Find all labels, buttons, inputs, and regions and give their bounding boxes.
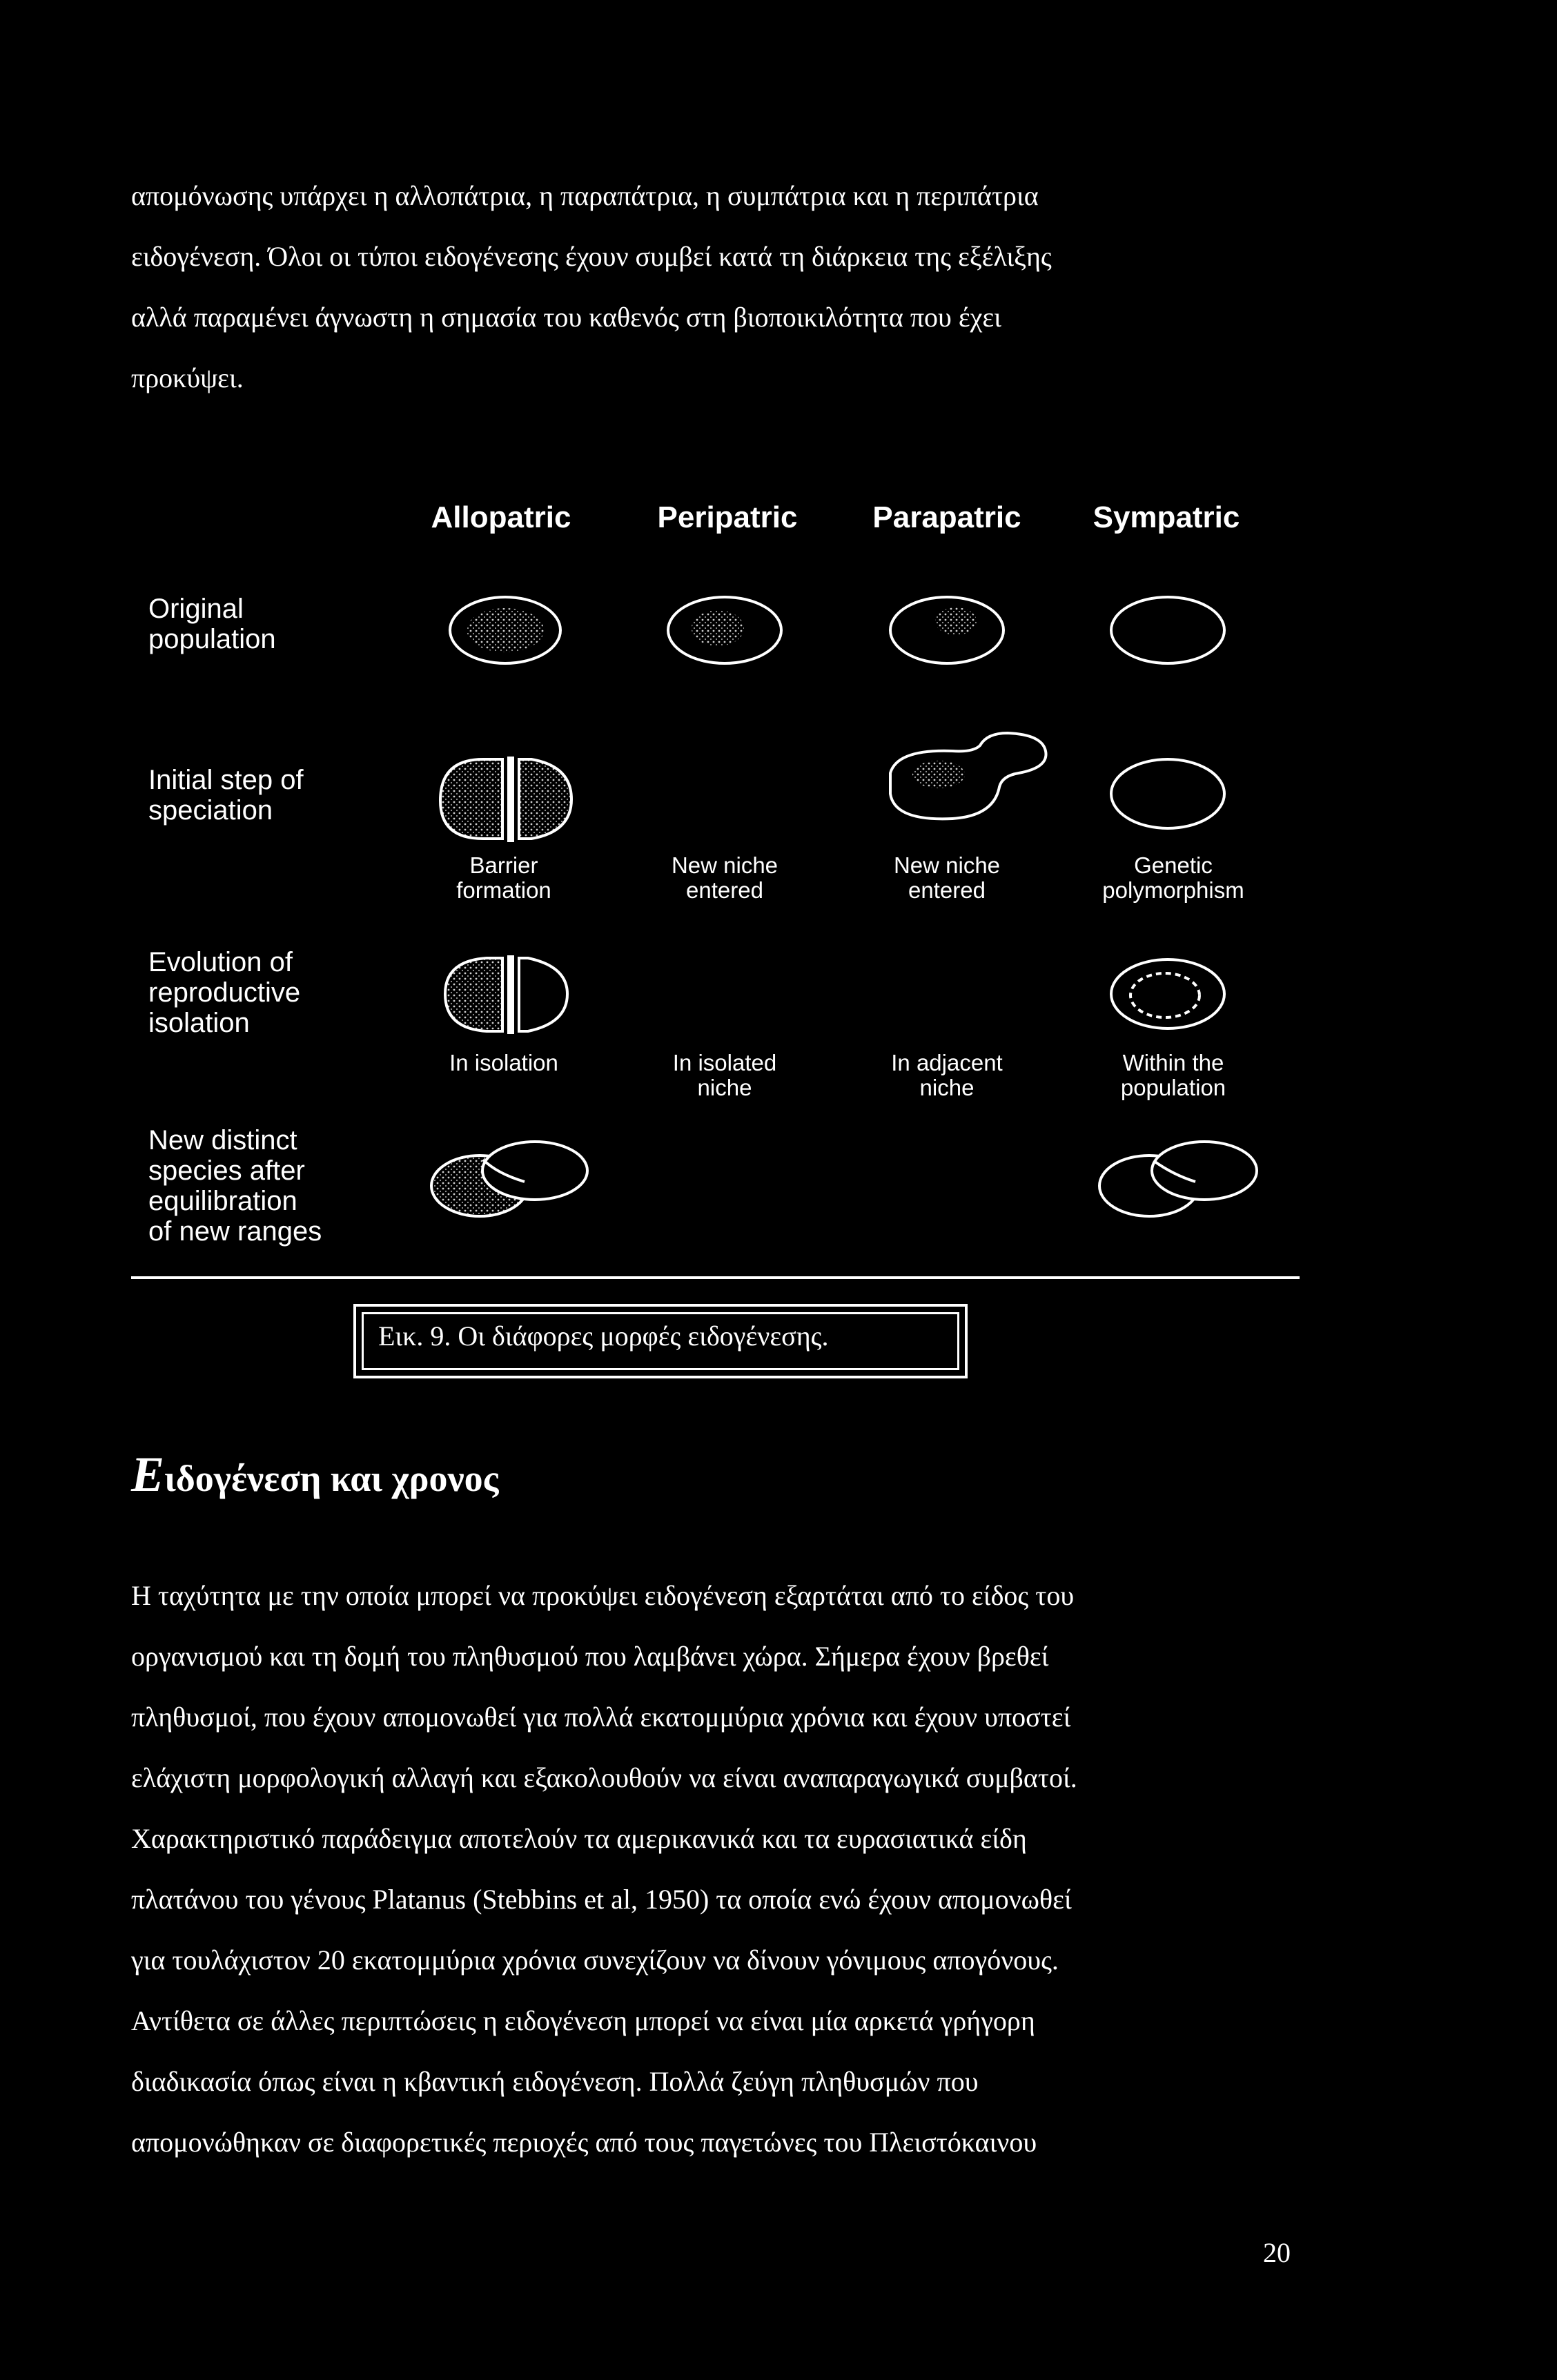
original-population-sympatric [1111,597,1224,663]
original-population-peripatric [668,597,781,663]
row-label-evolution-isolation: Evolution of reproductive isolation [148,947,301,1038]
original-population-allopatric [450,597,560,663]
body-line: για τουλάχιστον 20 εκατομμύρια χρόνια συνεχίζουν να δίνουν γόνιμους απογόνους. [131,1944,1059,1976]
intro-line: προκύψει. [131,362,244,393]
column-header-peripatric: Peripatric [657,500,798,534]
new-niche-parapatric-shape [890,733,1046,819]
row-label-initial-step: Initial step of speciation [148,765,304,826]
figure-divider [131,1276,1300,1279]
caption-in-isolated-niche: In isolated niche [672,1050,777,1100]
page-number: 20 [1263,2237,1291,2268]
intro-line: ειδογένεση. Όλοι οι τύποι ειδογένεσης έχουν συμβεί κατά τη διάρκεια της εξέλιξης [131,241,1052,272]
caption-peripatric-niche: New niche entered [671,852,778,903]
caption-barrier-formation: Barrier formation [456,852,551,903]
body-line: πλατάνου του γένους Platanus (Stebbins et al, 1950) τα οποία ενώ έχουν απομονωθεί [131,1884,1072,1915]
body-line: απομονώθηκαν σε διαφορετικές περιοχές από τους παγετώνες του Πλειστόκαινου [131,2127,1037,2158]
section-heading [131,1446,498,1503]
figure-caption: Εικ. 9. Οι διάφορες μορφές ειδογένεσης. [378,1320,829,1352]
body-paragraph [131,1565,1301,2173]
body-line: ελάχιστη μορφολογική αλλαγή και εξακολουθούν να είναι αναπαραγωγικά συμβατοί. [131,1762,1077,1793]
caption-parapatric-niche: New niche entered [893,852,1001,903]
caption-within-population: Within the population [1120,1050,1226,1100]
caption-genetic-polymorphism: Genetic polymorphism [1102,852,1244,903]
barrier-formation-shape [440,757,571,842]
column-header-allopatric: Allopatric [431,500,571,534]
row-label-new-species: New distinct species after equilibration of new ranges [148,1125,322,1247]
heading-initial: Ε [131,1447,165,1502]
new-species-allopatric-shape [431,1142,587,1216]
body-line: Χαρακτηριστικό παράδειγμα αποτελούν τα αμερικανικά και τα ευρασιατικά είδη [131,1823,1027,1854]
body-line: Αντίθετα σε άλλες περιπτώσεις η ειδογένεση μπορεί να είναι μία αρκετά γρήγορη [131,2005,1035,2036]
new-species-sympatric-shape [1099,1142,1257,1216]
column-header-sympatric: Sympatric [1093,500,1240,534]
body-line: Η ταχύτητα με την οποία μπορεί να προκύψει ειδογένεση εξαρτάται από το είδος του [131,1580,1075,1611]
column-header-parapatric: Parapatric [872,500,1021,534]
genetic-polymorphism-shape [1111,759,1224,828]
intro-line: απομόνωσης υπάρχει η αλλοπάτρια, η παραπάτρια, η συμπάτρια και η περιπάτρια [131,180,1039,211]
isolation-sympatric-shape [1111,959,1224,1028]
body-line: οργανισμού και τη δομή του πληθυσμού που λαμβάνει χώρα. Σήμερα έχουν βρεθεί [131,1641,1049,1672]
isolation-allopatric-shape [445,955,567,1034]
body-line: διαδικασία όπως είναι η κβαντική ειδογένεση. Πολλά ζεύγη πληθυσμών που [131,2066,979,2097]
caption-in-isolation: In isolation [449,1050,558,1075]
row-label-original-population: Original population [148,594,276,654]
heading-text: ιδογένεση και χρονος [164,1458,499,1499]
body-line: πληθυσμοί, που έχουν απομονωθεί για πολλά εκατομμύρια χρόνια και έχουν υποστεί [131,1701,1071,1733]
original-population-parapatric [890,597,1003,663]
intro-line: αλλά παραμένει άγνωστη η σημασία του καθενός στη βιοποικιλότητα που έχει [131,302,1001,333]
caption-in-adjacent-niche: In adjacent niche [891,1050,1003,1100]
